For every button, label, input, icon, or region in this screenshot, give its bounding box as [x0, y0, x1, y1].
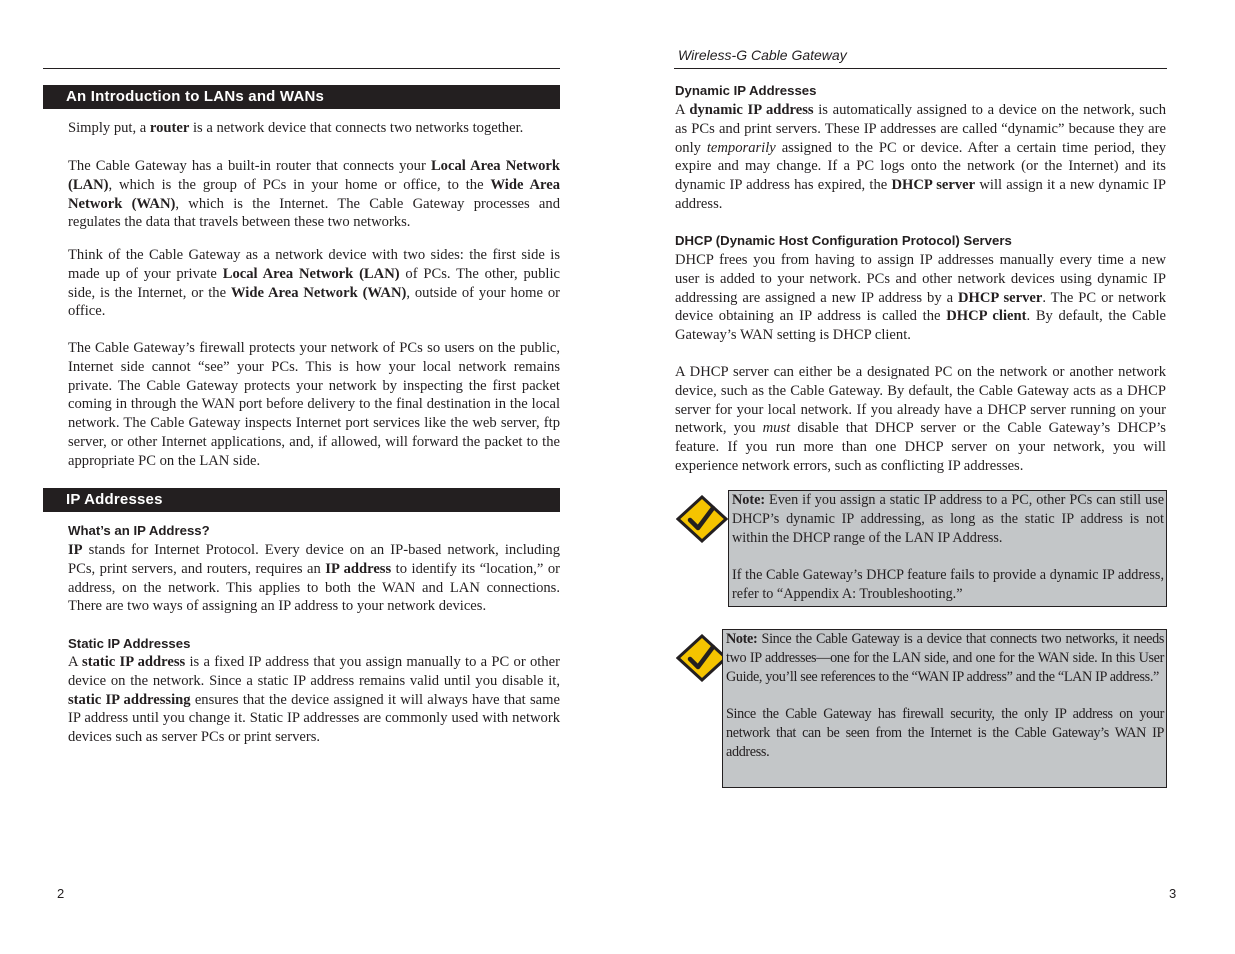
text-run: will assign it a new dynamic IP address.	[675, 177, 1167, 212]
note-box-static-ip	[728, 490, 1167, 607]
text-run: is a network device that connects two networks together.	[189, 120, 524, 136]
bold-term: IP address	[325, 560, 392, 577]
section-heading-ip-addresses	[43, 488, 560, 512]
bold-term: Wide Area Network (WAN)	[68, 176, 560, 212]
subheading-whats-ip: What’s an IP Address?	[68, 523, 210, 538]
text-run: of PCs. The other, public side, is the Internet, or the	[68, 265, 560, 301]
paragraph-gap	[732, 547, 1164, 566]
bold-term: DHCP server	[891, 177, 976, 194]
bold-term: static IP addressing	[68, 691, 191, 708]
text-run: is a fixed IP address that you assign manually to a PC or other device on the network. Since a static IP address remains valid until you disable it,	[68, 654, 560, 689]
text-run: , which is the Internet. The Cable Gateway processes and regulates the data that travels between these two networks.	[68, 195, 561, 231]
bold-term: router	[149, 120, 190, 136]
text-run: to identify its “location,” or address, on the network. This applies to both the WAN and LAN connections. There are two ways of assigning an IP address to your network devices.	[68, 560, 560, 615]
checkmark-note-icon	[676, 634, 728, 682]
top-rule	[43, 68, 560, 69]
subheading-dhcp-servers: DHCP (Dynamic Host Configuration Protocol) Servers	[675, 233, 1012, 248]
paragraph-static-ip	[68, 653, 560, 747]
text-run: Think of the Cable Gateway as a network device with two sides: the first side is made up of your private	[68, 247, 560, 282]
paragraph-firewall: The Cable Gateway’s firewall protects your network of PCs so users on the public, Internet side cannot “see” your PCs. This is how your local network remains private. The Cable Gateway protects your network by inspecting the first packet coming in through the WAN port before delivery to the final destination in the local network. The Cable Gateway inspects Internet port services like the web server, ftp server, or other Internet applications, and, if allowed, will forward the packet to the appropriate PC on the LAN side.	[68, 340, 560, 469]
bold-term: IP	[68, 542, 83, 558]
bold-term: Wide Area Network (WAN)	[230, 284, 407, 301]
note-box-two-ip-addresses	[722, 629, 1167, 788]
text-run: , which is the group of PCs in your home or office, to the	[108, 176, 491, 193]
paragraph-built-in-router	[68, 157, 560, 232]
text-run: DHCP frees you from having to assign IP addresses manually every time a new user is added to your network. PCs and other network devices using dynamic IP addressing are assigned a new IP address by a	[675, 252, 1166, 306]
bold-term: DHCP server	[957, 289, 1043, 306]
right-page	[617, 0, 1235, 954]
text-run: is automatically assigned to a device on the network, such as PCs and print servers. These IP addresses are called “dynamic” because they are only	[675, 102, 1166, 156]
text-run: A	[68, 654, 83, 670]
page-number-right: 3	[1169, 886, 1177, 901]
text-run: . The PC or network device obtaining an IP address is called the	[675, 289, 1167, 325]
paragraph-router	[68, 119, 560, 138]
subheading-dynamic-ip: Dynamic IP Addresses	[675, 83, 817, 98]
section-heading-lans-wans	[43, 85, 560, 109]
text-run: Simply put, a	[68, 120, 150, 136]
subheading-static-ip: Static IP Addresses	[68, 636, 191, 651]
bold-term: Local Area Network (LAN)	[222, 265, 400, 282]
paragraph-dynamic-ip	[675, 101, 1166, 214]
text-run: A	[675, 102, 690, 118]
text-run: assigned to the PC or device. After a certain time period, they expire and may change. If a PC logs onto the network (or the Internet) and its dynamic IP address has expired, the	[675, 139, 1166, 194]
note-paragraph	[726, 630, 1164, 686]
paragraph-two-sides	[68, 246, 560, 321]
note-label: Note:	[732, 492, 766, 508]
bold-term: DHCP client	[946, 308, 1027, 325]
bold-term: static IP address	[82, 654, 186, 670]
top-rule	[674, 68, 1167, 69]
text-run: . By default, the Cable Gateway’s WAN setting is DHCP client.	[675, 308, 1166, 344]
italic-term: must	[762, 420, 791, 437]
paragraph-dhcp-server-options	[675, 363, 1166, 476]
text-run: Even if you assign a static IP address to a PC, other PCs can still use DHCP’s dynamic IP addressing, as long as the static IP address is not within the DHCP range of the LAN IP Address.	[732, 492, 1164, 546]
paragraph-ip-definition	[68, 541, 560, 616]
text-run: stands for Internet Protocol. Every device on an IP-based network, including PCs, print servers, and routers, requires an	[68, 542, 560, 577]
note-paragraph: If the Cable Gateway’s DHCP feature fails to provide a dynamic IP address, refer to “Appendix A: Troubleshooting.”	[732, 567, 1164, 602]
running-head: Wireless-G Cable Gateway	[678, 47, 847, 63]
section-heading-text: IP Addresses	[66, 491, 163, 508]
text-run: ensures that the device assigned it will always have that same IP address until you change it. Static IP addresses are commonly used with network devices such as server PCs or print servers.	[68, 691, 560, 746]
checkmark-note-icon	[676, 495, 728, 543]
bold-term: dynamic IP address	[689, 102, 814, 118]
page-number-left: 2	[57, 886, 65, 901]
left-page	[0, 0, 617, 954]
text-run: , outside of your home or office.	[68, 284, 560, 320]
italic-term: temporarily	[706, 139, 776, 156]
note-paragraph: Since the Cable Gateway has firewall security, the only IP address on your network that can be seen from the Internet is the Cable Gateway’s WAN IP address.	[726, 706, 1164, 760]
paragraph-gap	[726, 686, 1164, 705]
text-run: Since the Cable Gateway is a device that connects two networks, it needs two IP addresses—one for the LAN side, and one for the WAN side. In this User Guide, you’ll see references to the “WAN IP address” and the “LAN IP address.”	[726, 631, 1164, 685]
text-run: disable that DHCP server or the Cable Gateway’s DHCP’s feature. If you run more than one DHCP server on your network, you will experience network errors, such as conflicting IP addresses.	[675, 420, 1166, 474]
text-run: A DHCP server can either be a designated PC on the network or another network device, such as the Cable Gateway. By default, the Cable Gateway acts as a DHCP server for your local network. If you already have a DHCP server running on your network, you	[675, 364, 1166, 437]
note-label: Note:	[726, 631, 758, 647]
text-run: The Cable Gateway has a built-in router that connects your	[68, 158, 431, 174]
bold-term: Local Area Network (LAN)	[68, 158, 561, 193]
note-paragraph	[732, 491, 1164, 547]
paragraph-dhcp-frees	[675, 251, 1166, 345]
section-heading-text: An Introduction to LANs and WANs	[66, 88, 325, 105]
